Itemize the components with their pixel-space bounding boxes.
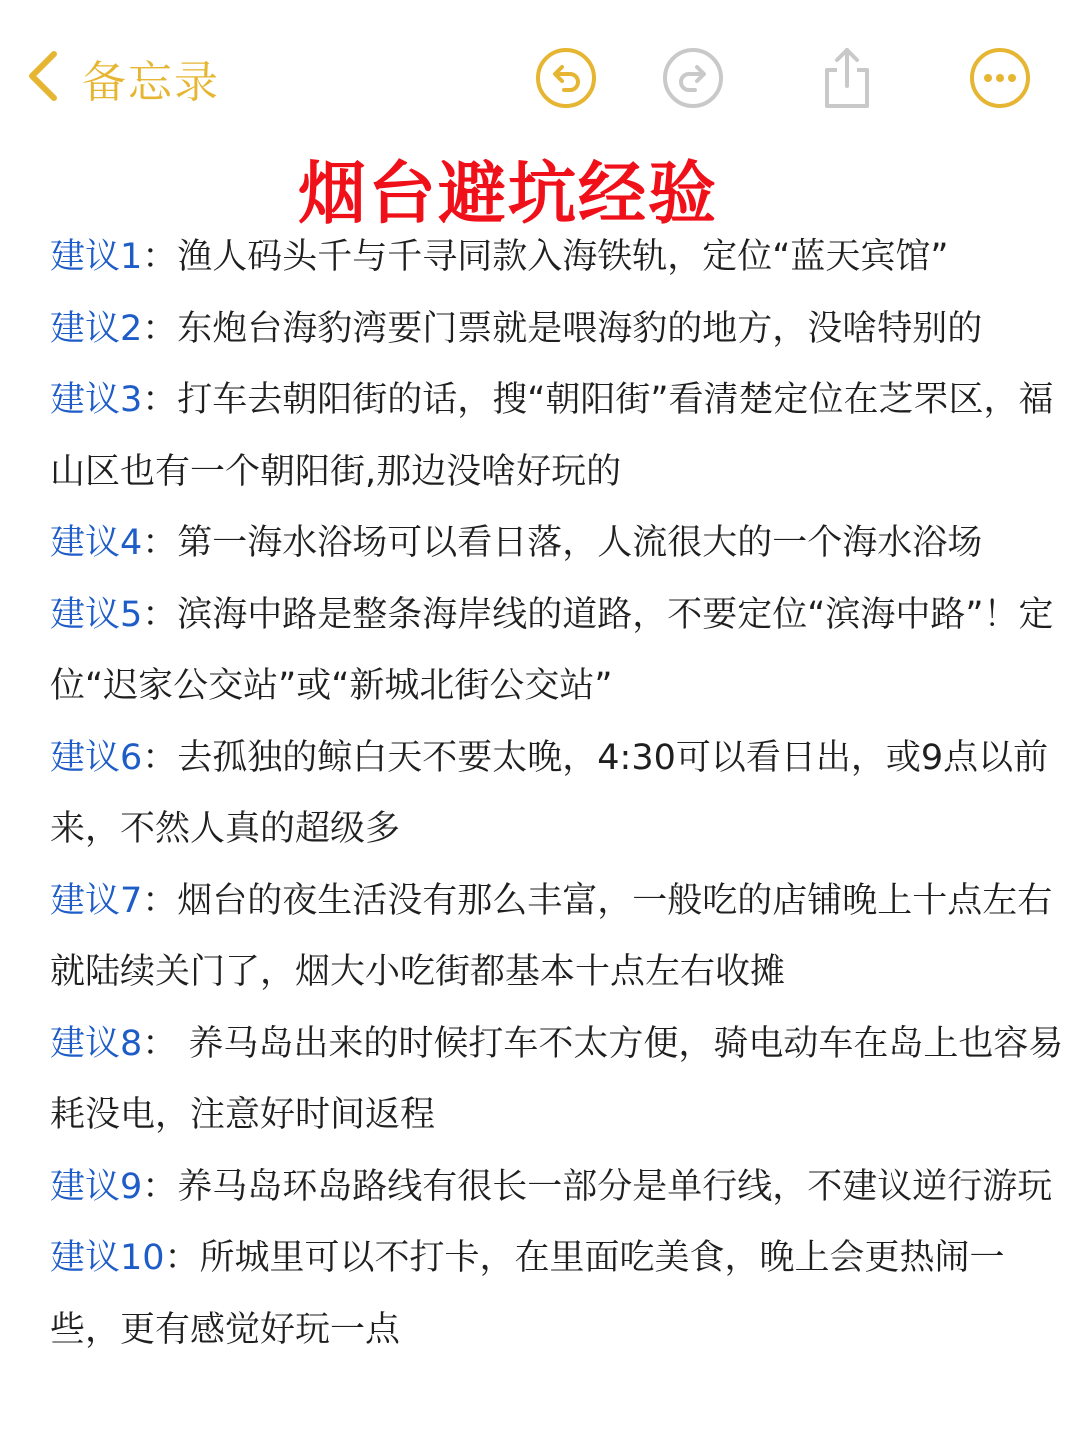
suggestion-tag: 建议7 <box>50 880 143 921</box>
note-paragraph <box>50 508 1065 580</box>
suggestion-tag: 建议8 <box>50 1023 143 1064</box>
suggestion-tag: 建议10 <box>50 1238 165 1278</box>
more-button[interactable] <box>968 46 1032 110</box>
undo-button[interactable] <box>534 46 598 110</box>
suggestion-tag: 建议9 <box>50 1166 143 1207</box>
redo-icon <box>661 95 725 114</box>
top-toolbar <box>0 0 1080 150</box>
redo-button[interactable] <box>661 46 725 110</box>
suggestion-tag: 建议3 <box>50 380 143 420</box>
suggestion-text: ： 养马岛出来的时候打车不太方便，骑电动车在岛上也容易耗没电，注意好时间返程 <box>50 1023 1064 1135</box>
note-paragraph <box>50 1223 1065 1366</box>
note-paragraph <box>50 222 1065 294</box>
note-body[interactable] <box>50 222 1065 1366</box>
suggestion-tag: 建议5 <box>50 594 143 635</box>
note-paragraph <box>50 866 1065 1009</box>
share-icon <box>815 95 879 114</box>
share-button[interactable] <box>815 46 879 110</box>
note-paragraph <box>50 580 1065 723</box>
suggestion-tag: 建议2 <box>50 308 143 349</box>
suggestion-text: ：所城里可以不打卡，在里面吃美食，晚上会更热闹一些，更有感觉好玩一点 <box>50 1238 1005 1350</box>
note-paragraph <box>50 1009 1065 1152</box>
suggestion-tag: 建议1 <box>50 237 143 277</box>
note-paragraph <box>50 365 1065 508</box>
suggestion-text: ：烟台的夜生活没有那么丰富，一般吃的店铺晚上十点左右就陆续关门了，烟大小吃街都基本十点左右收摊 <box>50 880 1053 992</box>
back-button[interactable] <box>22 48 220 108</box>
note-paragraph <box>50 294 1065 366</box>
undo-icon <box>534 95 598 114</box>
ellipsis-icon <box>968 95 1032 114</box>
suggestion-text: ：第一海水浴场可以看日落，人流很大的一个海水浴场 <box>142 523 983 563</box>
suggestion-text: ：滨海中路是整条海岸线的道路，不要定位“滨海中路”！定位“迟家公交站”或“新城北街公交站” <box>50 594 1054 706</box>
note-paragraph <box>50 723 1065 866</box>
back-label: 备忘录 <box>82 57 220 108</box>
suggestion-tag: 建议6 <box>50 737 143 778</box>
suggestion-text: ：养马岛环岛路线有很长一部分是单行线，不建议逆行游玩 <box>142 1166 1053 1207</box>
note-paragraph <box>50 1152 1065 1224</box>
chevron-left-icon <box>22 48 62 108</box>
suggestion-text: ：东炮台海豹湾要门票就是喂海豹的地方，没啥特别的 <box>142 308 983 349</box>
note-title: 烟台避坑经验 <box>297 155 718 234</box>
suggestion-text: ：渔人码头千与千寻同款入海铁轨，定位“蓝天宾馆” <box>142 237 949 277</box>
suggestion-text: ：去孤独的鲸白天不要太晚，4:30可以看日出，或9点以前来，不然人真的超级多 <box>50 737 1049 849</box>
suggestion-text: ：打车去朝阳街的话，搜“朝阳街”看清楚定位在芝罘区，福山区也有一个朝阳街,那边没啥好玩的 <box>50 380 1054 492</box>
suggestion-tag: 建议4 <box>50 523 143 563</box>
